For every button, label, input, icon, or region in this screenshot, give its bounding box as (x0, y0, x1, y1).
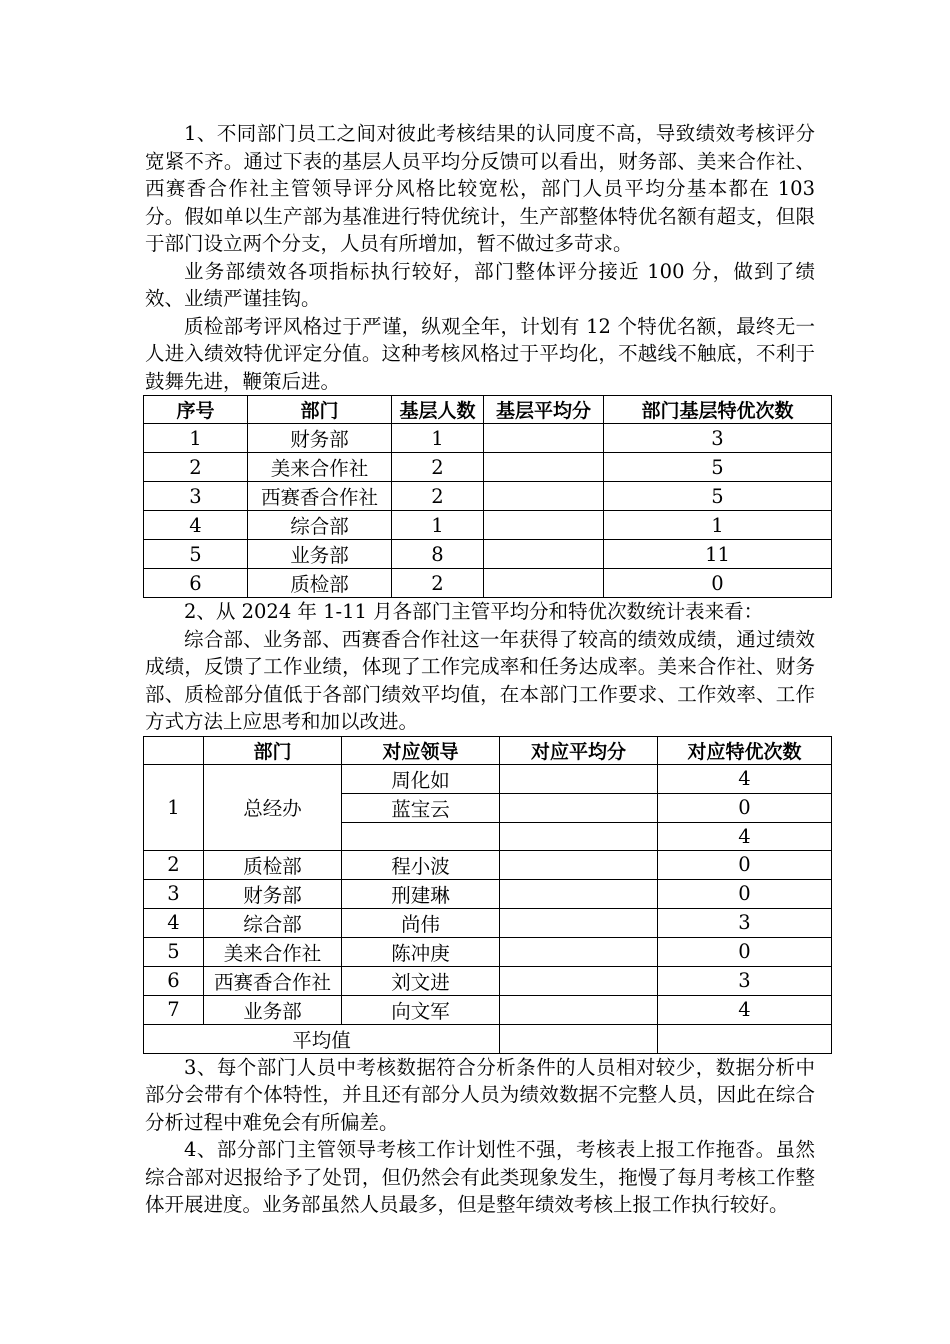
table-cell: 蓝宝云 (342, 793, 500, 822)
table-row (144, 764, 832, 793)
table-row (144, 482, 832, 511)
paragraph-6: 3、每个部门人员中考核数据符合分析条件的人员相对较少，数据分析中部分会带有个体特性，并且还有部分人员为绩效数据不完整人员，因此在综合分析过程中难免会有所偏差。 (145, 1055, 815, 1134)
header-cell: 基层平均分 (484, 396, 604, 424)
table-cell: 0 (604, 569, 832, 598)
table-cell (500, 879, 658, 908)
table-cell: 综合部 (204, 908, 342, 937)
table-cell: 4 (658, 995, 832, 1024)
paragraph-2: 业务部绩效各项指标执行较好，部门整体评分接近 100 分，做到了绩效、业绩严谨挂钩。 (145, 259, 815, 310)
table-cell: 0 (658, 850, 832, 879)
table-row (144, 937, 832, 966)
table-cell: 2 (144, 453, 248, 482)
table-cell: 刘文进 (342, 966, 500, 995)
table-cell: 7 (144, 995, 204, 1024)
table-cell: 陈冲庚 (342, 937, 500, 966)
table-cell: 业务部 (248, 540, 392, 569)
table-cell: 质检部 (204, 850, 342, 879)
table-cell: 向文军 (342, 995, 500, 1024)
table-cell: 1 (144, 424, 248, 453)
table-row (144, 569, 832, 598)
table-row (144, 966, 832, 995)
table-cell (484, 569, 604, 598)
document-page (145, 120, 815, 1219)
table-cell: 5 (144, 540, 248, 569)
table-cell: 1 (144, 764, 204, 850)
table-cell (500, 966, 658, 995)
paragraph-7: 4、部分部门主管领导考核工作计划性不强，考核表上报工作拖沓。虽然综合部对迟报给予了处罚，但仍然会有此类现象发生，拖慢了每月考核工作整体开展进度。业务部虽然人员最多，但是整年绩效考核上报工作执行较好。 (145, 1138, 815, 1216)
header-cell: 对应特优次数 (658, 736, 832, 764)
table-cell (500, 995, 658, 1024)
paragraph-4: 2、从 2024 年 1-11 月各部门主管平均分和特优次数统计表来看： (184, 600, 764, 623)
table-cell (500, 908, 658, 937)
table-cell (500, 764, 658, 793)
table-base-staff (143, 395, 832, 598)
paragraph-5: 综合部、业务部、西赛香合作社这一年获得了较高的绩效成绩，通过绩效成绩，反馈了工作业绩，体现了工作完成率和任务达成率。美来合作社、财务部、质检部分值低于各部门绩效平均值，在本部门工作要求、工作效率、工作方式方法上应思考和加以改进。 (145, 627, 815, 733)
header-cell: 对应领导 (342, 736, 500, 764)
table-cell: 4 (658, 822, 832, 850)
average-score (500, 1024, 658, 1053)
table-cell: 3 (604, 424, 832, 453)
table-header-row (144, 736, 832, 764)
table-cell: 4 (658, 764, 832, 793)
table-row (144, 850, 832, 879)
header-cell: 部门 (204, 736, 342, 764)
table-cell: 综合部 (248, 511, 392, 540)
table-row (144, 908, 832, 937)
table-cell: 质检部 (248, 569, 392, 598)
table-cell: 程小波 (342, 850, 500, 879)
table-cell: 5 (604, 453, 832, 482)
table-cell: 总经办 (204, 764, 342, 850)
table-cell: 3 (658, 966, 832, 995)
table-cell: 6 (144, 966, 204, 995)
table-cell (484, 424, 604, 453)
table-cell: 4 (144, 511, 248, 540)
table-cell: 财务部 (204, 879, 342, 908)
table-cell: 0 (658, 793, 832, 822)
paragraph-3: 质检部考评风格过于严谨，纵观全年，计划有 12 个特优名额，最终无一人进入绩效特优评定分值。这种考核风格过于平均化，不越线不触底，不利于鼓舞先进，鞭策后进。 (145, 314, 815, 393)
table-cell: 美来合作社 (204, 937, 342, 966)
average-count (658, 1024, 832, 1053)
table-cell: 西赛香合作社 (204, 966, 342, 995)
table-cell (484, 511, 604, 540)
table-row (144, 879, 832, 908)
header-cell (144, 736, 204, 764)
header-cell: 对应平均分 (500, 736, 658, 764)
table-cell (484, 540, 604, 569)
table-cell: 1 (604, 511, 832, 540)
header-cell: 部门 (248, 396, 392, 424)
table-cell: 美来合作社 (248, 453, 392, 482)
header-cell: 基层人数 (392, 396, 484, 424)
table-cell: 西赛香合作社 (248, 482, 392, 511)
table-cell (500, 793, 658, 822)
table-cell: 3 (658, 908, 832, 937)
header-cell: 部门基层特优次数 (604, 396, 832, 424)
table-cell: 2 (392, 482, 484, 511)
table-cell (484, 453, 604, 482)
table-cell: 尚伟 (342, 908, 500, 937)
paragraph-1: 1、不同部门员工之间对彼此考核结果的认同度不高，导致绩效考核评分宽紧不齐。通过下表的基层人员平均分反馈可以看出，财务部、美来合作社、西赛香合作社主管领导评分风格比较宽松，部门人员平均分基本都在 103 分。假如单以生产部为基准进行特优统计，生产部整体特优名额有超支，但限于部门设立两个分支，人员有所增加，暂不做过多苛求。 (145, 122, 815, 255)
table-cell: 3 (144, 879, 204, 908)
table-cell: 8 (392, 540, 484, 569)
table-cell (500, 937, 658, 966)
table-cell: 11 (604, 540, 832, 569)
table-cell: 5 (144, 937, 204, 966)
table-cell (500, 850, 658, 879)
table-row (144, 424, 832, 453)
table-cell: 4 (144, 908, 204, 937)
table-average-row (144, 1024, 832, 1053)
table-cell: 0 (658, 879, 832, 908)
table-cell: 5 (604, 482, 832, 511)
table-cell: 财务部 (248, 424, 392, 453)
header-cell: 序号 (144, 396, 248, 424)
table-cell: 周化如 (342, 764, 500, 793)
table-cell: 业务部 (204, 995, 342, 1024)
table-row (144, 995, 832, 1024)
table-cell: 1 (392, 511, 484, 540)
table-cell (342, 822, 500, 850)
table-managers (143, 736, 832, 1054)
table-cell: 1 (392, 424, 484, 453)
table-cell (484, 482, 604, 511)
table-cell (500, 822, 658, 850)
table-row (144, 540, 832, 569)
table-cell: 刑建琳 (342, 879, 500, 908)
table-cell: 6 (144, 569, 248, 598)
table-cell: 3 (144, 482, 248, 511)
table-cell: 2 (144, 850, 204, 879)
table-row (144, 453, 832, 482)
table-cell: 0 (658, 937, 832, 966)
average-label: 平均值 (144, 1024, 500, 1053)
table-cell: 2 (392, 453, 484, 482)
table-row (144, 511, 832, 540)
table-header-row (144, 396, 832, 424)
table-cell: 2 (392, 569, 484, 598)
